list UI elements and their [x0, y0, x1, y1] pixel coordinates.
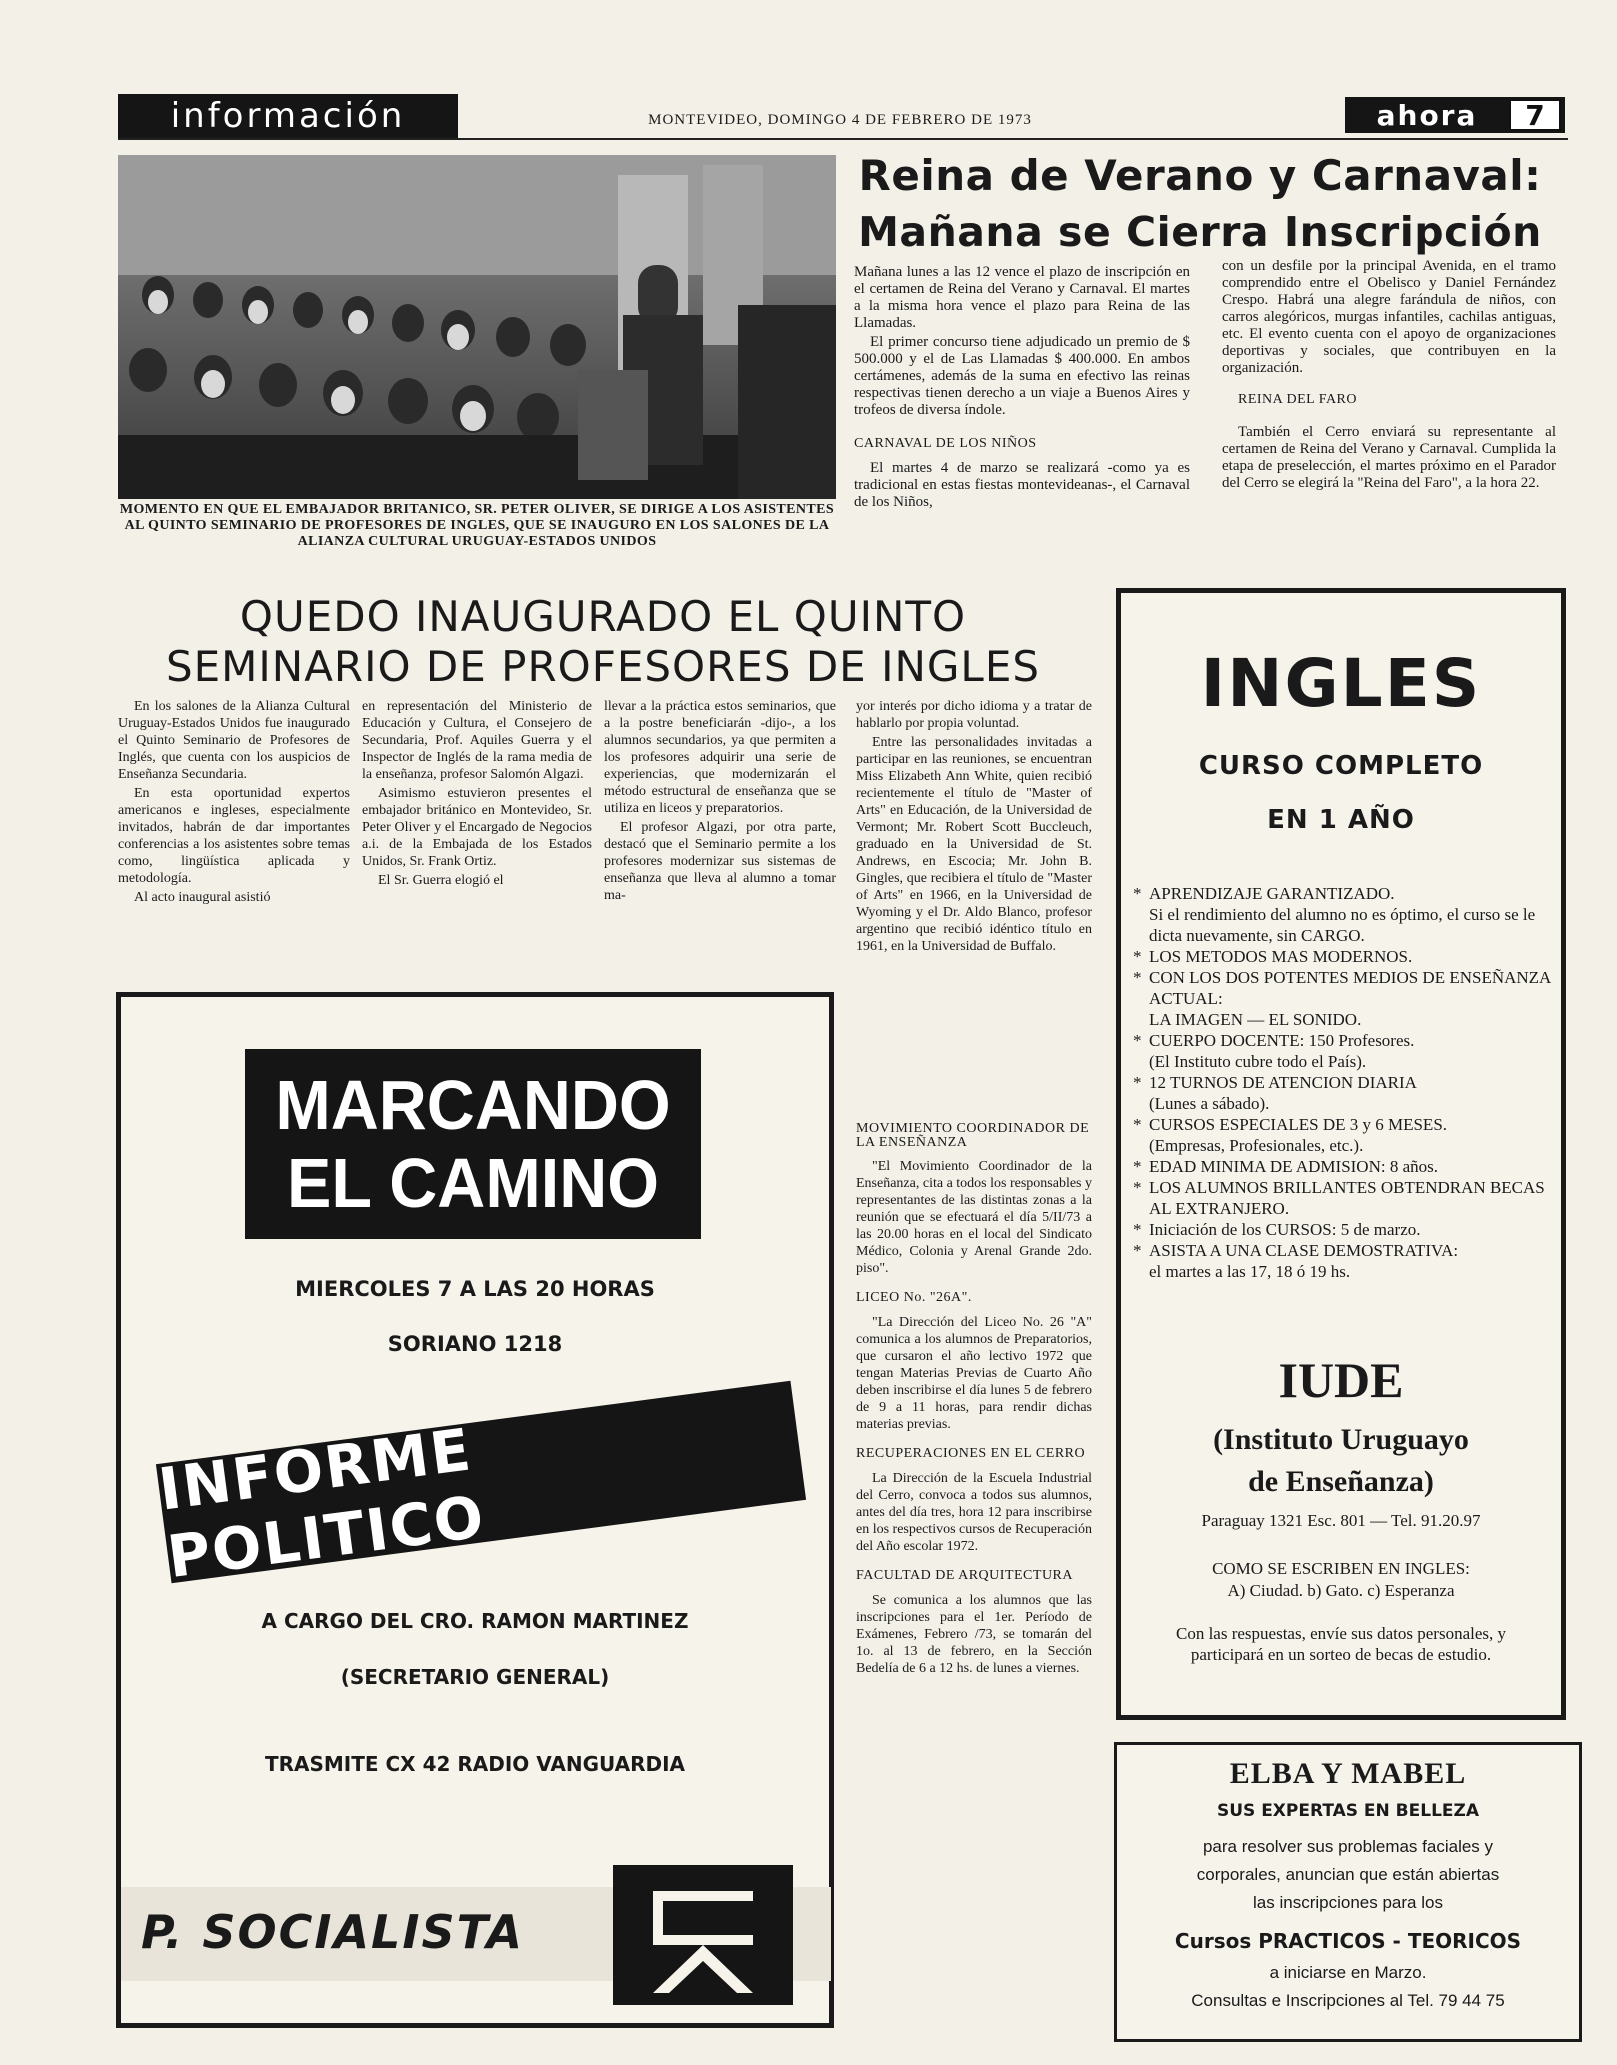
reina-paragraph: con un desfile por la principal Avenida, en el tramo comprendido entre el Obelisco y Daniel Fernández Crespo. Habrá una alegre farándula de niños, con carros alegóricos, murgas infantiles, cachilas antiguas, etc. El evento cuenta con el apoyo de organizaciones deportivas y sociales, que contribuyen en la organización.	[1222, 258, 1556, 376]
ad-elba-subtitle: SUS EXPERTAS EN BELLEZA	[1216, 1801, 1479, 1821]
list-item-detail: Si el rendimiento del alumno no es óptimo, el curso se le dicta nuevamente, sin CARGO.	[1149, 905, 1536, 945]
list-item	[1133, 1219, 1553, 1240]
reina-headline-line2: Mañana se Cierra Inscripción	[858, 208, 1542, 256]
list-item-detail: (Empresas, Profesionales, etc.).	[1149, 1136, 1364, 1155]
ad-ingles-brand: IUDE	[1278, 1352, 1404, 1408]
ad-elba-line-2: corporales, anuncian que están abiertas	[1196, 1865, 1500, 1884]
ad-socialista-party: P. SOCIALISTA	[141, 1905, 525, 1959]
party-emblem-icon	[613, 1865, 793, 2005]
list-item-detail: el martes a las 17, 18 ó 19 hs.	[1149, 1262, 1351, 1281]
section-label: información	[118, 94, 458, 138]
note-text-movimiento: "El Movimiento Coordinador de la Enseñanza, cita a todos los responsables y representantes de las distintas zonas a la reunión que se efectuará el día 5/II/73 a las 20.00 horas en el local del Sindicato Médico, Colonia y Arenal Grande 2do. piso".	[856, 1159, 1092, 1276]
ad-elba-title: ELBA Y MABEL	[1229, 1757, 1467, 1790]
list-item	[1133, 1030, 1553, 1072]
ad-socialista	[116, 992, 834, 2028]
ad-ingles-brand-full-2: de Enseñanza)	[1248, 1465, 1434, 1498]
seminario-col-3	[604, 698, 836, 906]
list-item	[1133, 1072, 1553, 1114]
seminario-paragraph: En los salones de la Alianza Cultural Uruguay-Estados Unidos fue inaugurado el Quinto Seminario de Profesores de Inglés, que cuenta con los auspicios de Enseñanza Secundaria.	[118, 699, 350, 782]
reina-subhead-faro: REINA DEL FARO	[1238, 392, 1357, 407]
ad-socialista-role: (SECRETARIO GENERAL)	[340, 1665, 610, 1689]
note-title-recuperaciones: RECUPERACIONES EN EL CERRO	[856, 1446, 1086, 1461]
ad-elba-line-4: a iniciarse en Marzo.	[1269, 1963, 1427, 1982]
list-item	[1133, 1114, 1553, 1156]
seminario-paragraph: yor interés por dicho idioma y a tratar de hablarlo por propia voluntad.	[856, 699, 1092, 731]
note-text-facultad: Se comunica a los alumnos que las inscripciones para el 1er. Período de Exámenes, Febrero /73, se tomarán del 1o. al 13 de febrero, en la Sección Bedelía de 6 a 12 hs. de lunes a viernes.	[856, 1593, 1092, 1676]
seminario-headline-line2: SEMINARIO DE PROFESORES DE INGLES	[165, 642, 1041, 691]
ad-elba-contact: Consultas e Inscripciones al Tel. 79 44 75	[1191, 1991, 1505, 2010]
ad-ingles-brand-full-1: (Instituto Uruguayo	[1213, 1423, 1469, 1456]
ad-elba-line-1: para resolver sus problemas faciales y	[1202, 1837, 1494, 1856]
note-title-liceo: LICEO No. "26A".	[856, 1290, 972, 1305]
ad-elba-line-3: las inscripciones para los	[1253, 1893, 1443, 1912]
ad-ingles-subtitle-1: CURSO COMPLETO	[1198, 751, 1484, 781]
page-number: 7	[1509, 99, 1561, 131]
photo-caption: MOMENTO EN QUE EL EMBAJADOR BRITANICO, SR. PETER OLIVER, SE DIRIGE A LOS ASISTENTES AL QUINTO SEMINARIO DE PROFESORES DE INGLES, QUE SE INAUGURO EN LOS SALONES DE LA ALIANZA CULTURAL URUGUAY-ESTADOS UNIDOS	[119, 502, 835, 549]
seminario-headline	[118, 592, 1088, 692]
reina-paragraph: El primer concurso tiene adjudicado un premio de $ 500.000 y el de Las Llamadas $ 400.000. En ambos certámenes, además de la suma en efectivo las reinas respectivas tienen derecho a un viaje a Buenos Aires y trofeos de diversa índole.	[854, 334, 1190, 418]
list-item	[1133, 967, 1553, 1030]
dateline: MONTEVIDEO, DOMINGO 4 DE FEBRERO DE 1973	[648, 112, 1032, 128]
ad-socialista-when: MIERCOLES 7 A LAS 20 HORAS	[295, 1277, 655, 1301]
ad-ingles-address: Paraguay 1321 Esc. 801 — Tel. 91.20.97	[1201, 1511, 1481, 1530]
list-item-text: APRENDIZAJE GARANTIZADO.	[1149, 884, 1395, 903]
note-text-liceo: "La Dirección del Liceo No. 26 "A" comunica a los alumnos de Preparatorios, que cursaron el año lectivo 1972 que tengan Materias Previas de Cuarto Año deben inscribirse el día lunes 5 de febrero de 9 a 11 horas, para rendir dichas materias previas.	[856, 1315, 1092, 1432]
ad-ingles-title: INGLES	[1200, 645, 1482, 722]
ad-socialista-title-2: EL CAMINO	[287, 1144, 659, 1222]
ad-ingles-quiz-1: COMO SE ESCRIBEN EN INGLES:	[1212, 1559, 1470, 1578]
list-item-text: LOS ALUMNOS BRILLANTES OBTENDRAN BECAS AL EXTRANJERO.	[1149, 1178, 1545, 1218]
ad-ingles-subtitle-2: EN 1 AÑO	[1267, 805, 1415, 835]
news-photo	[118, 155, 836, 499]
seminario-paragraph: El profesor Algazi, por otra parte, destacó que el Seminario permite a los profesores modernizar sus sistemas de enseñanza que lleva al alumno a tomar ma-	[604, 820, 836, 903]
list-item	[1133, 1177, 1553, 1219]
list-item-detail: LA IMAGEN — EL SONIDO.	[1149, 1010, 1362, 1029]
reina-paragraph: El martes 4 de marzo se realizará -como ya es tradicional en estas fiestas montevideanas-, el Carnaval de los Niños,	[854, 460, 1190, 510]
list-item	[1133, 946, 1553, 967]
note-text-recuperaciones: La Dirección de la Escuela Industrial del Cerro, convoca a todos sus alumnos, antes del día tres, hora 12 para inscribirse en los respectivos cursos de Recuperación del Año escolar 1972.	[856, 1471, 1092, 1554]
ad-elba-mabel	[1114, 1742, 1582, 2042]
ad-ingles-contest: Con las respuestas, envíe sus datos personales, y participará en un sorteo de becas de estudio.	[1175, 1624, 1507, 1664]
ad-ingles	[1116, 588, 1566, 1720]
ad-socialista-title-1: MARCANDO	[275, 1066, 671, 1144]
seminario-paragraph: llevar a la práctica estos seminarios, que a la postre beneficiarán -dijo-, a los alumnos secundarios, ya que permiten a los profesores adquirir una serie de experiencias, que modernizarán el método estructural de enseñanza que se utiliza en liceos y preparatorios.	[604, 699, 836, 816]
ad-elba-courses: Cursos PRACTICOS - TEORICOS	[1174, 1929, 1522, 1953]
seminario-paragraph: Al acto inaugural asistió	[134, 890, 271, 905]
brand-name: ahora	[1376, 98, 1478, 132]
reina-col-1	[854, 264, 1190, 513]
list-item-text: CON LOS DOS POTENTES MEDIOS DE ENSEÑANZA ACTUAL:	[1149, 968, 1551, 1008]
reina-subhead-carnaval: CARNAVAL DE LOS NIÑOS	[854, 436, 1037, 451]
list-item-text: 12 TURNOS DE ATENCION DIARIA	[1149, 1073, 1417, 1092]
seminario-paragraph: en representación del Ministerio de Educación y Cultura, el Consejero de Secundaria, Prof. Aquiles Guerra y el Inspector de Inglés de la rama media de la enseñanza, profesor Salomón Algazi.	[362, 699, 592, 782]
reina-col-2	[1222, 258, 1556, 494]
list-item-text: LOS METODOS MAS MODERNOS.	[1149, 947, 1413, 966]
seminario-col-4	[856, 698, 1092, 957]
list-item-text: Iniciación de los CURSOS: 5 de marzo.	[1149, 1220, 1421, 1239]
note-title-movimiento: MOVIMIENTO COORDINADOR DE LA ENSEÑANZA	[856, 1121, 1090, 1150]
list-item-detail: (El Instituto cubre todo el País).	[1149, 1052, 1367, 1071]
ad-socialista-title-box	[245, 1049, 701, 1239]
seminario-col-1	[118, 698, 350, 908]
reina-paragraph: También el Cerro enviará su representante al certamen de Reina del Verano y Carnaval. Cumplida la etapa de preselección, el martes próximo en el Parador del Cerro se elegirá la "Reina del Faro", a la hora 22.	[1222, 424, 1556, 491]
ad-ingles-quiz-2: A) Ciudad. b) Gato. c) Esperanza	[1227, 1581, 1455, 1600]
list-item	[1133, 883, 1553, 946]
note-title-facultad: FACULTAD DE ARQUITECTURA	[856, 1568, 1073, 1583]
list-item	[1133, 1240, 1553, 1282]
seminario-paragraph: El Sr. Guerra elogió el	[378, 873, 504, 888]
list-item	[1133, 1156, 1553, 1177]
seminario-paragraph: En esta oportunidad expertos americanos e ingleses, especialmente invitados, habrán de dar importantes conferencias a los asistentes sobre temas como, lingüística aplicada y metodología.	[118, 786, 350, 886]
reina-headline-line1: Reina de Verano y Carnaval:	[858, 151, 1542, 200]
reina-headline	[850, 148, 1550, 260]
party-logo	[613, 1865, 793, 2005]
list-item-detail: (Lunes a sábado).	[1149, 1094, 1270, 1113]
ad-socialista-radio: TRASMITE CX 42 RADIO VANGUARDIA	[264, 1752, 686, 1776]
ad-ingles-benefits-list	[1133, 883, 1553, 1282]
notes-column	[856, 1118, 1092, 1679]
list-item-text: CURSOS ESPECIALES DE 3 y 6 MESES.	[1149, 1115, 1448, 1134]
reina-paragraph: Mañana lunes a las 12 vence el plazo de inscripción en el certamen de Reina del Verano y Carnaval. El martes a la misma hora vence el plazo para Reina de las Llamadas.	[854, 264, 1190, 331]
seminario-headline-line1: QUEDO INAUGURADO EL QUINTO	[239, 592, 967, 641]
list-item-text: CUERPO DOCENTE: 150 Profesores.	[1149, 1031, 1415, 1050]
audience-photo-illustration	[118, 155, 836, 499]
list-item-text: ASISTA A UNA CLASE DEMOSTRATIVA:	[1149, 1241, 1459, 1260]
list-item-text: EDAD MINIMA DE ADMISION: 8 años.	[1149, 1157, 1438, 1176]
seminario-col-2	[362, 698, 592, 891]
seminario-paragraph: Asimismo estuvieron presentes el embajador británico en Montevideo, Sr. Peter Oliver y el Encargado de Negocios a.i. de la Embajada de los Estados Unidos, Sr. Frank Ortiz.	[362, 786, 592, 869]
seminario-paragraph: Entre las personalidades invitadas a participar en las reuniones, se encuentran Miss Elizabeth Ann White, quien recibió recientemente el título de "Master of Arts" en Educación, de la Universidad de Vermont; Mr. Robert Scott Buccleuch, graduado en la Universidad de St. Andrews, en Escocia; Mr. John B. Gingles, que recibiera el título de "Master of Arts" en 1966, en la Universidad de Wyoming y el Dr. Aldo Blanco, profesor argentino que recibió idéntico título en 1961, en la Universidad de Buffalo.	[856, 735, 1092, 954]
header-rule	[118, 138, 1568, 140]
ad-socialista-banner: INFORME POLITICO	[156, 1381, 806, 1584]
ad-socialista-speaker: A CARGO DEL CRO. RAMON MARTINEZ	[261, 1609, 689, 1633]
ad-socialista-where: SORIANO 1218	[387, 1332, 563, 1356]
masthead-brand	[1345, 97, 1565, 133]
